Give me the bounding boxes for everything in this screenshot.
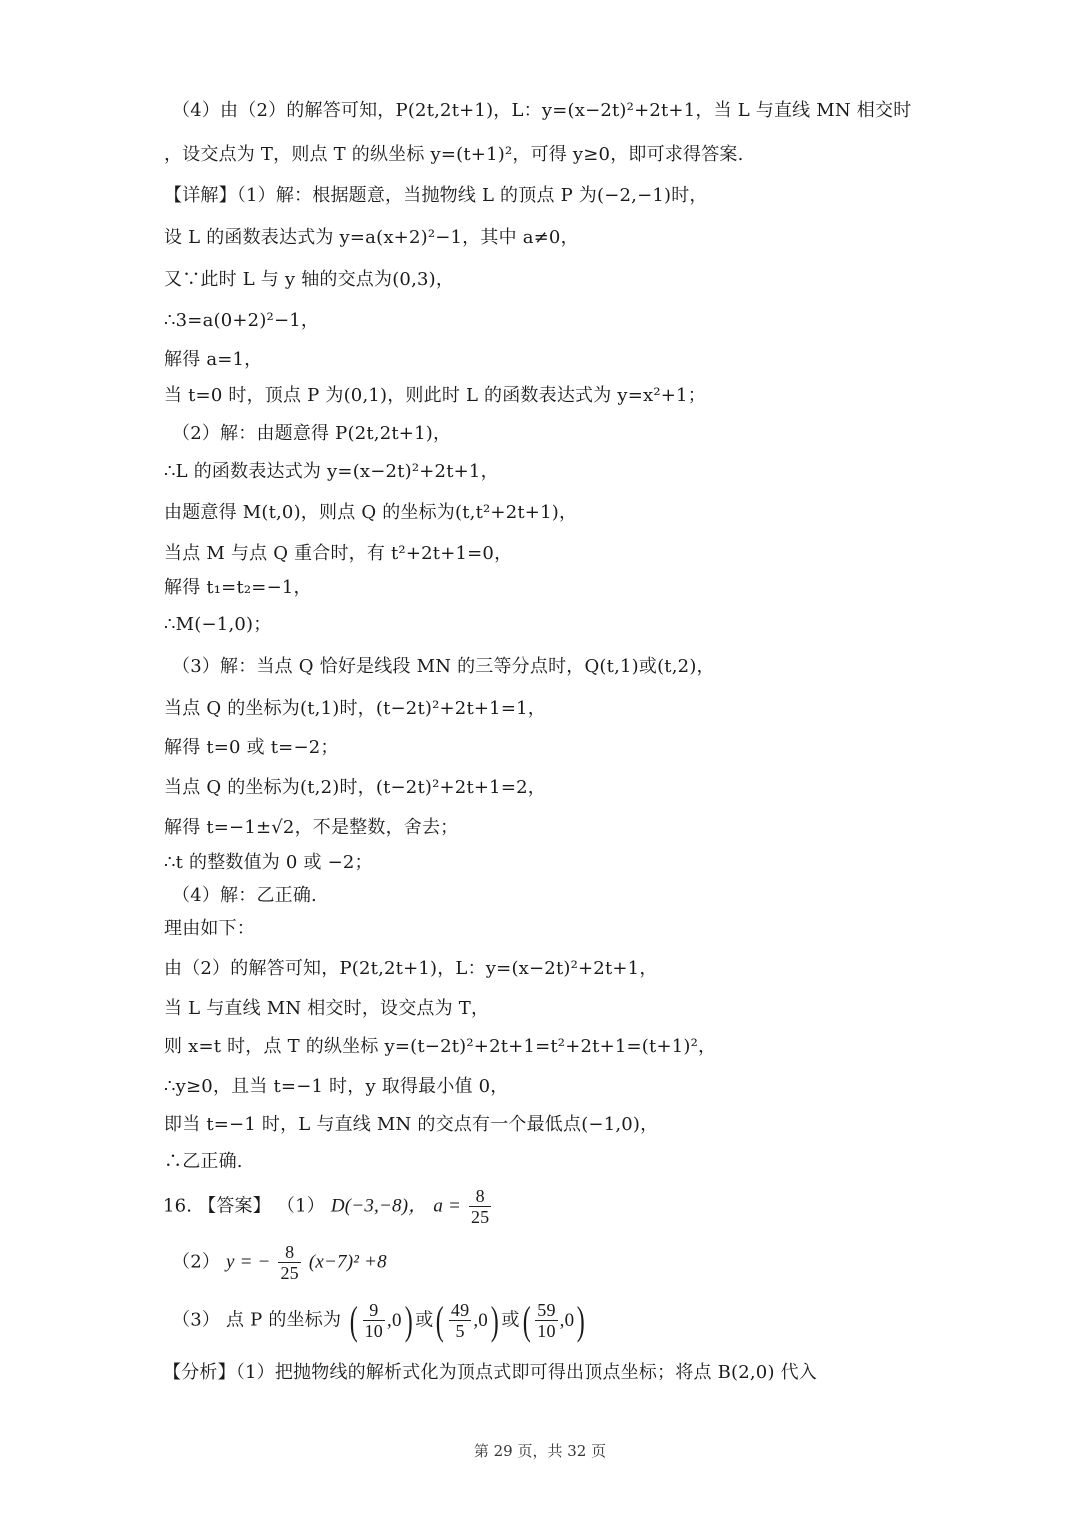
- text-line: 则 x=t 时，点 T 的纵坐标 y=(t−2t)²+2t+1=t²+2t+1=(t+1)²，: [164, 1036, 717, 1057]
- text-line: ∴y≥0，且当 t=−1 时，y 取得最小值 0，: [164, 1076, 509, 1097]
- text-line: ∴3=a(0+2)²−1，: [164, 310, 320, 331]
- text-line: 当 L 与直线 MN 相交时，设交点为 T，: [164, 998, 490, 1019]
- text-line: ∴乙正确.: [164, 1151, 243, 1172]
- coefficient-fraction: $\frac{8}{25}$: [280, 1242, 299, 1283]
- text-line: 当点 Q 的坐标为(t,2)时，(t−2t)²+2t+1=2，: [164, 777, 546, 798]
- a-fraction: $\frac{8}{25}$: [470, 1186, 490, 1227]
- equation-lhs: y = −: [225, 1251, 271, 1273]
- text-line: 理由如下：: [164, 918, 255, 939]
- text-line: 由题意得 M(t,0)，则点 Q 的坐标为(t,t²+2t+1)，: [164, 502, 578, 523]
- text-line: ∴t 的整数值为 0 或 −2；: [164, 852, 373, 873]
- right-paren: ): [404, 1297, 413, 1343]
- text-line: （4）解：乙正确.: [172, 885, 317, 906]
- text-line: 设 L 的函数表达式为 y=a(x+2)²−1，其中 a≠0，: [164, 227, 579, 248]
- part3-text: 点 P 的坐标为: [225, 1309, 342, 1331]
- left-paren: (: [522, 1297, 531, 1343]
- or-connector: 或: [415, 1309, 434, 1331]
- point-option: [433, 1297, 501, 1343]
- part-label: （3）: [172, 1309, 221, 1331]
- x-fraction: $\frac{49}{5}$: [450, 1300, 470, 1341]
- text-line: （3）解：当点 Q 恰好是线段 MN 的三等分点时，Q(t,1)或(t,2)，: [172, 656, 715, 677]
- text-line: ，设交点为 T，则点 T 的纵坐标 y=(t+1)²，可得 y≥0，即可求得答案.: [164, 144, 744, 165]
- page-indicator: 第 29 页，共 32 页: [473, 1442, 607, 1460]
- text-line: 即当 t=−1 时，L 与直线 MN 的交点有一个最低点(−1,0)，: [164, 1114, 659, 1135]
- point-option: [520, 1297, 588, 1343]
- text-line: 当 t=0 时，顶点 P 为(0,1)，则此时 L 的函数表达式为 y=x²+1；: [164, 385, 706, 406]
- text-line: 当点 M 与点 Q 重合时，有 t²+2t+1=0，: [164, 543, 513, 564]
- vertex-d: D(−3,−8)，: [330, 1195, 428, 1217]
- text-line: （4）由（2）的解答可知，P(2t,2t+1)，L：y=(x−2t)²+2t+1，当 L 与直线 MN 相交时: [172, 100, 912, 121]
- right-paren: ): [490, 1297, 499, 1343]
- question-16-answer-part1: [163, 1186, 493, 1227]
- text-line: （2）解：由题意得 P(2t,2t+1)，: [172, 423, 452, 444]
- or-connector: 或: [501, 1309, 520, 1331]
- y-coordinate: ,0: [559, 1309, 575, 1331]
- part-label: （2）: [172, 1251, 221, 1273]
- question-number: 16.: [163, 1195, 193, 1217]
- point-option: [347, 1297, 415, 1343]
- part-label: （1）: [276, 1195, 325, 1217]
- a-value-label: a =: [433, 1195, 462, 1217]
- x-fraction: $\frac{9}{10}$: [364, 1300, 383, 1341]
- left-paren: (: [349, 1297, 358, 1343]
- question-16-answer-part2: [172, 1242, 387, 1283]
- analysis-line: 【分析】（1）把抛物线的解析式化为顶点式即可得出顶点坐标；将点 B(2,0) 代入: [163, 1362, 817, 1383]
- right-paren: ): [577, 1297, 586, 1343]
- text-line: ∴L 的函数表达式为 y=(x−2t)²+2t+1，: [164, 461, 499, 482]
- text-line: 又∵此时 L 与 y 轴的交点为(0,3)，: [164, 269, 455, 290]
- answer-tag: 【答案】: [198, 1195, 271, 1217]
- y-coordinate: ,0: [473, 1309, 488, 1331]
- x-fraction: $\frac{59}{10}$: [537, 1300, 556, 1341]
- text-line: 解得 t=0 或 t=−2；: [164, 737, 339, 758]
- point-p-options: [347, 1297, 588, 1343]
- text-line: 【详解】（1）解：根据题意，当抛物线 L 的顶点 P 为(−2,−1)时，: [164, 185, 708, 206]
- y-coordinate: ,0: [387, 1309, 402, 1331]
- text-line: 解得 t=−1±√2，不是整数，舍去；: [164, 817, 459, 838]
- left-paren: (: [436, 1297, 445, 1343]
- text-line: 由（2）的解答可知，P(2t,2t+1)，L：y=(x−2t)²+2t+1，: [164, 958, 658, 979]
- question-16-answer-part3: [172, 1297, 588, 1343]
- text-line: 解得 a=1，: [164, 349, 263, 370]
- text-line: ∴M(−1,0)；: [164, 614, 272, 635]
- equation-rest: (x−7)² +8: [308, 1251, 387, 1273]
- text-line: 当点 Q 的坐标为(t,1)时，(t−2t)²+2t+1=1，: [164, 698, 546, 719]
- text-line: 解得 t₁=t₂=−1，: [164, 577, 312, 598]
